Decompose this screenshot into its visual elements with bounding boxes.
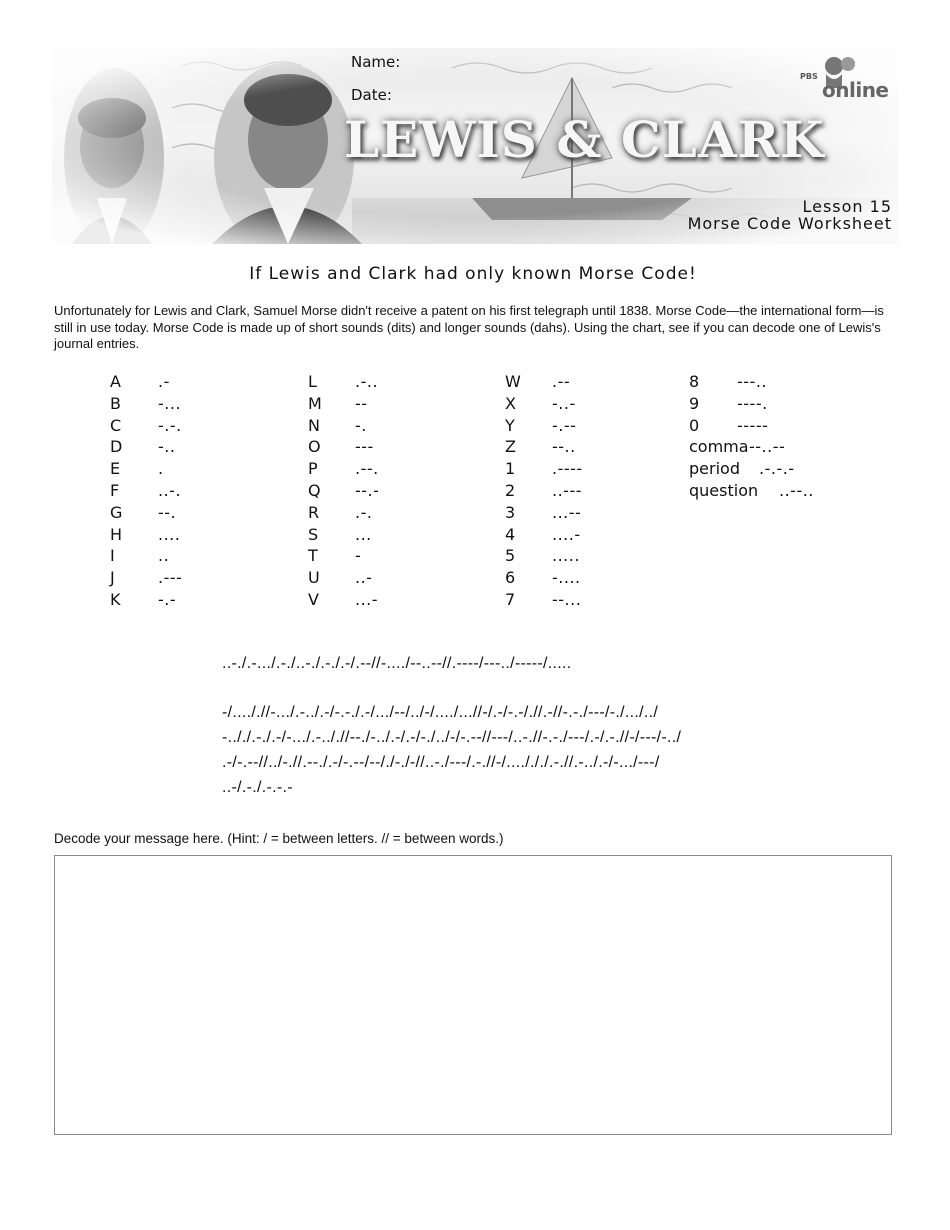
morse-chart-code: .... bbox=[158, 524, 181, 544]
morse-chart-character: D bbox=[110, 437, 123, 457]
morse-chart-character: V bbox=[308, 590, 319, 609]
morse-chart-character: P bbox=[308, 459, 318, 479]
morse-chart-character: Y bbox=[505, 415, 515, 435]
morse-chart-character: 0 bbox=[689, 415, 700, 435]
morse-chart-character: K bbox=[110, 590, 121, 609]
morse-chart-code: .-- bbox=[552, 372, 571, 391]
morse-chart-code: ----- bbox=[737, 415, 769, 435]
message-line-4: .-/-.--//../-.//.--./.-/-.--/--/./-./-//..-./---/.-.//-/..../././.-.//.-../.-/-.../---/ bbox=[222, 754, 660, 771]
morse-chart-character: N bbox=[308, 415, 320, 435]
morse-chart-character: O bbox=[308, 437, 321, 457]
morse-chart-code: -.... bbox=[552, 568, 581, 588]
morse-chart-code: -- bbox=[355, 393, 368, 413]
morse-chart-code: .. bbox=[158, 546, 170, 566]
morse-chart-character: U bbox=[308, 568, 320, 588]
morse-chart-code: --. bbox=[158, 502, 177, 522]
morse-chart-code: --... bbox=[552, 590, 582, 609]
morse-chart-character: 5 bbox=[505, 546, 516, 566]
morse-chart-code: ..-. bbox=[158, 481, 182, 500]
message-line-3: -.././.-./.-/-.../.-.././/--./-../.-/.-/-./../-/-.--//---/..-.//-.-./---/.-/.-.//-/---/-../ bbox=[222, 729, 682, 746]
morse-chart-character: T bbox=[308, 546, 318, 566]
morse-chart-character: B bbox=[110, 393, 121, 413]
morse-chart-code: -. bbox=[355, 415, 367, 435]
morse-chart-character: J bbox=[110, 568, 115, 588]
morse-chart-code: ----. bbox=[737, 393, 768, 413]
morse-chart-character: 7 bbox=[505, 590, 516, 609]
decode-answer-box[interactable] bbox=[54, 855, 892, 1135]
morse-chart-code: --- bbox=[355, 437, 374, 457]
morse-chart-code: ...- bbox=[355, 590, 379, 609]
morse-chart-code: .--- bbox=[158, 568, 183, 588]
morse-chart-character: 4 bbox=[505, 524, 516, 544]
morse-chart-character: 9 bbox=[689, 393, 700, 413]
worksheet-headline: If Lewis and Clark had only known Morse Code! bbox=[249, 264, 697, 284]
morse-chart-code: ..--.. bbox=[779, 481, 814, 500]
decode-hint: Decode your message here. (Hint: / = between letters. // = between words.) bbox=[54, 831, 504, 846]
morse-chart-character: S bbox=[308, 524, 319, 544]
morse-chart-character: 6 bbox=[505, 568, 516, 588]
morse-chart-character: I bbox=[110, 546, 115, 566]
morse-chart-character: question bbox=[689, 481, 759, 500]
morse-chart-code: .-.-.- bbox=[759, 459, 795, 479]
morse-chart-code: - bbox=[355, 546, 362, 566]
morse-chart-character: G bbox=[110, 502, 123, 522]
lesson-number: Lesson 15 bbox=[802, 197, 892, 216]
morse-chart-code: ... bbox=[355, 524, 372, 544]
morse-chart-character: X bbox=[505, 393, 516, 413]
morse-chart-character: comma bbox=[689, 437, 749, 457]
lesson-title: Morse Code Worksheet bbox=[687, 214, 892, 233]
morse-chart-code: .-.. bbox=[355, 372, 379, 391]
message-line-2: -/...././/-.../.-../.-/-.-./.-/.../--/../-/..../...//-/.-/-.-/.//.-//-.-./---/-./.../../ bbox=[222, 704, 659, 721]
morse-chart-code: . bbox=[158, 459, 164, 479]
morse-chart-code: .-. bbox=[355, 502, 373, 522]
morse-chart-character: 8 bbox=[689, 372, 700, 391]
name-label: Name: bbox=[351, 53, 401, 71]
morse-chart-code: ---.. bbox=[737, 372, 767, 391]
message-line-1: ..-./.-.../.-./..-./.-./.-/.--//-..../--..--//.----/---../-----/..... bbox=[222, 655, 572, 672]
morse-chart-character: E bbox=[110, 459, 121, 479]
morse-chart-character: Q bbox=[308, 481, 321, 500]
banner-title: LEWIS & CLARK bbox=[344, 110, 825, 169]
morse-chart-character: A bbox=[110, 372, 121, 391]
morse-chart-character: 2 bbox=[505, 481, 516, 500]
morse-chart-character: Z bbox=[505, 437, 516, 457]
date-label: Date: bbox=[351, 86, 392, 104]
message-line-5: ..-/.-./.-.-.- bbox=[222, 779, 293, 796]
morse-chart-code: -.- bbox=[158, 590, 177, 609]
morse-chart-code: .--. bbox=[355, 459, 379, 479]
morse-chart-character: W bbox=[505, 372, 521, 391]
morse-chart-character: H bbox=[110, 524, 123, 544]
intro-paragraph: Unfortunately for Lewis and Clark, Samuel Morse didn't receive a patent on his first telegraph until 1838. Morse Code—the international form—is still in use today. Morse Code is made up of short sounds (dits) and longer sounds (dahs). Using the chart, see if you can decode one of Lewis's journal entries. bbox=[54, 303, 884, 351]
morse-chart-character: R bbox=[308, 502, 320, 522]
morse-chart-code: .---- bbox=[552, 459, 583, 479]
morse-chart-character: 3 bbox=[505, 502, 516, 522]
morse-chart-code: -.-. bbox=[158, 415, 182, 435]
morse-chart-code: --.- bbox=[355, 481, 380, 500]
morse-chart-code: .- bbox=[158, 372, 170, 391]
morse-chart-code: ....- bbox=[552, 524, 581, 544]
morse-chart-character: L bbox=[308, 372, 317, 391]
morse-chart-character: 1 bbox=[505, 459, 516, 479]
morse-chart-code: ...-- bbox=[552, 502, 582, 522]
morse-chart-character: C bbox=[110, 415, 122, 435]
pbs-logo-small: PBS bbox=[800, 72, 818, 81]
morse-chart-character: F bbox=[110, 481, 120, 500]
morse-chart-code: -..- bbox=[552, 393, 576, 413]
morse-chart-code: ..... bbox=[552, 546, 580, 566]
morse-chart-code: ..--- bbox=[552, 481, 582, 500]
morse-chart-code: -.. bbox=[158, 437, 176, 457]
pbs-logo-word: online bbox=[822, 78, 889, 102]
morse-chart-character: period bbox=[689, 459, 740, 479]
morse-chart-code: -.-- bbox=[552, 415, 577, 435]
morse-chart-code: --..-- bbox=[749, 437, 786, 457]
morse-chart-code: ..- bbox=[355, 568, 373, 588]
morse-chart-code: -... bbox=[158, 393, 182, 413]
morse-chart-character: M bbox=[308, 393, 322, 413]
morse-chart-code: --.. bbox=[552, 437, 576, 457]
